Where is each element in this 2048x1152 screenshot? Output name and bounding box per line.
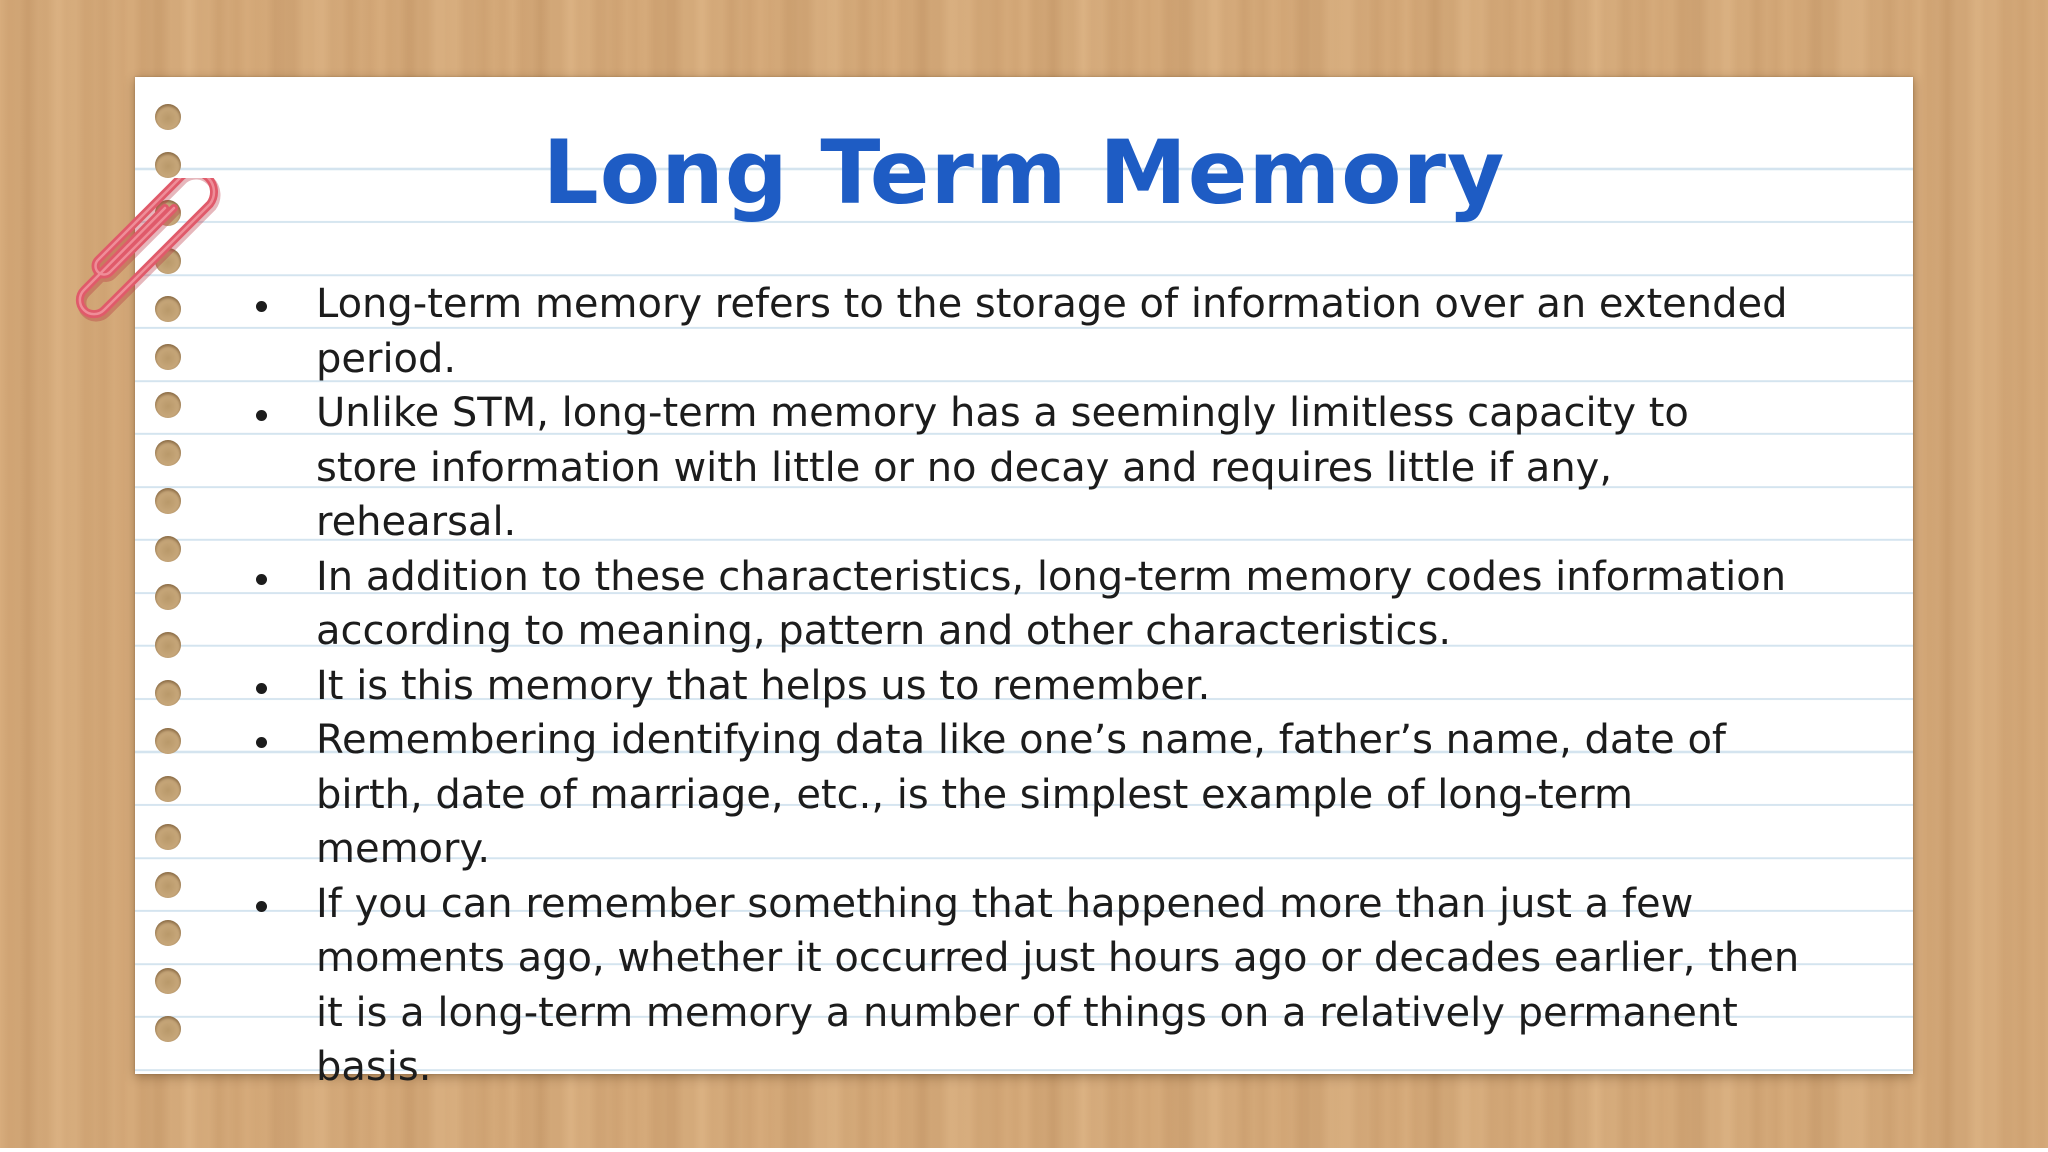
- binder-hole-icon: [155, 1016, 181, 1042]
- binder-hole-icon: [155, 776, 181, 802]
- binder-hole-icon: [155, 584, 181, 610]
- bullet-text: If you can remember something that happened more than just a few moments ago, whether it occurred just hours ago or decades earlier, then it is a long-term memory a number of things on a relatively permanent basis.: [316, 880, 1800, 1090]
- bullet-dot-icon: [256, 410, 267, 421]
- bullet-item: [240, 877, 1800, 1095]
- binder-hole-icon: [155, 824, 181, 850]
- bullet-text: In addition to these characteristics, long-term memory codes information according to meaning, pattern and other characteristics.: [316, 553, 1787, 654]
- bullet-dot-icon: [256, 901, 267, 912]
- binder-hole-icon: [155, 344, 181, 370]
- bullet-list: [240, 277, 1800, 1095]
- bullet-text: Long-term memory refers to the storage of information over an extended period.: [316, 281, 1788, 382]
- binder-hole-icon: [155, 872, 181, 898]
- bullet-item: [240, 659, 1800, 714]
- bullet-text: Unlike STM, long-term memory has a seemingly limitless capacity to store information with little or no decay and requires little if any, rehearsal.: [316, 390, 1689, 545]
- bullet-item: [240, 277, 1800, 386]
- bottom-edge: [0, 1148, 2048, 1152]
- bullet-text: Remembering identifying data like one’s name, father’s name, date of birth, date of marriage, etc., is the simplest example of long-term memory.: [316, 717, 1726, 872]
- binder-hole-icon: [155, 680, 181, 706]
- bullet-item: [240, 713, 1800, 877]
- binder-hole-icon: [155, 632, 181, 658]
- bullet-item: [240, 550, 1800, 659]
- slide-title: Long Term Memory: [542, 121, 1506, 224]
- bullet-text: It is this memory that helps us to remember.: [316, 662, 1211, 709]
- binder-hole-icon: [155, 968, 181, 994]
- bullet-dot-icon: [256, 574, 267, 585]
- binder-hole-icon: [155, 536, 181, 562]
- binder-hole-icon: [155, 920, 181, 946]
- bullet-dot-icon: [256, 301, 267, 312]
- binder-hole-icon: [155, 728, 181, 754]
- binder-hole-icon: [155, 440, 181, 466]
- bullet-item: [240, 386, 1800, 550]
- binder-hole-icon: [155, 488, 181, 514]
- bullet-dot-icon: [256, 683, 267, 694]
- bullet-dot-icon: [256, 737, 267, 748]
- binder-hole-icon: [155, 392, 181, 418]
